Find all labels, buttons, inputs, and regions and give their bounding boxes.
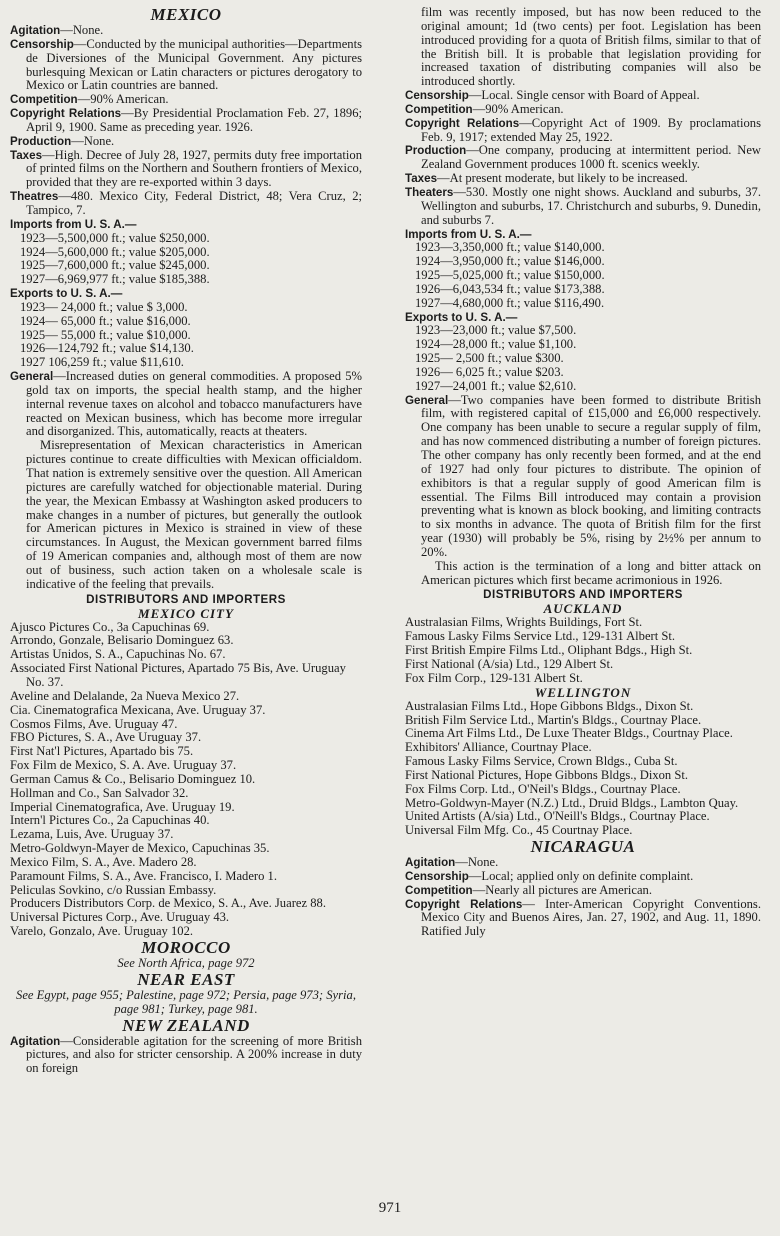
entry-text: —Increased duties on general commodities. A proposed 5% gold tax on imports, the special health stamp, and the higher internal revenue taxes on alcohol and tobacco manufacturers have reacted on Mexican business, which has become more irregular and disorganized. This, automatically, reacts at theaters. bbox=[26, 369, 362, 439]
entry-label: General bbox=[10, 370, 54, 384]
mexico-taxes bbox=[10, 149, 362, 191]
stat-line: 1925— 55,000 ft.; value $10,000. bbox=[20, 327, 191, 342]
entry-text: —Considerable agitation for the screening of more British pictures, and also for stricter censorship. A 200% increase in duty on foreign bbox=[26, 1033, 362, 1076]
distributor-item: Exhibitors' Alliance, Courtnay Place. bbox=[405, 740, 592, 755]
nicaragua-copyright bbox=[405, 898, 761, 940]
stat-line: 1927 106,259 ft.; value $11,610. bbox=[20, 355, 184, 370]
nicaragua-censorship bbox=[405, 870, 761, 884]
entry-label: Exports to U. S. A.— bbox=[405, 310, 518, 324]
nz-censorship bbox=[405, 89, 761, 103]
entry-label: Imports from U. S. A.— bbox=[405, 227, 532, 241]
nz-exports-heading bbox=[405, 311, 761, 325]
stat-line: 1924— 65,000 ft.; value $16,000. bbox=[20, 313, 191, 328]
left-column bbox=[10, 6, 362, 1076]
nz-general-paragraph: This action is the termination of a long and bitter attack on American pictures which first became acrimonious in 1926. bbox=[421, 558, 761, 587]
entry-text: —High. Decree of July 28, 1927, permits duty free importation of printed films on the Northern and Southern frontiers of Mexico, provided that they are re-exported within 3 days. bbox=[26, 147, 362, 190]
nz-agitation-continued: film was recently imposed, but has now been reduced to the original amount; 1d (two cents) per foot. Legislation has been introduced providing for a quota of British films, similar to that of the British bill. It is probable that legislation providing for increased taxation of distributing companies will also be introduced shortly. bbox=[421, 5, 761, 89]
distributor-item: Fox Films Corp. Ltd., O'Neil's Bldgs., Courtnay Place. bbox=[405, 781, 681, 796]
nz-imports-heading bbox=[405, 228, 761, 242]
distributors-heading: DISTRIBUTORS AND IMPORTERS bbox=[86, 592, 286, 606]
distributor-item: Paramount Films, S. A., Ave. Francisco, I. Madero 1. bbox=[10, 868, 278, 883]
country-heading-morocco: MOROCCO bbox=[141, 938, 231, 957]
distributor-item: Mexico Film, S. A., Ave. Madero 28. bbox=[10, 854, 197, 869]
distributor-item: Lezama, Luis, Ave. Uruguay 37. bbox=[10, 827, 174, 842]
distributor-item: First British Empire Films Ltd., Oliphant Bdgs., High St. bbox=[405, 643, 693, 658]
stat-line: 1927—24,001 ft.; value $2,610. bbox=[415, 378, 577, 393]
country-heading-mexico: MEXICO bbox=[150, 5, 222, 24]
stat-line: 1924—5,600,000 ft.; value $205,000. bbox=[20, 244, 210, 259]
entry-label: Copyright Relations bbox=[10, 107, 122, 121]
country-heading-near-east: NEAR EAST bbox=[137, 969, 235, 989]
stat-line: 1926— 6,025 ft.; value $203. bbox=[415, 364, 564, 379]
distributor-item: Metro-Goldwyn-Mayer (N.Z.) Ltd., Druid Bldgs., Lambton Quay. bbox=[405, 795, 739, 810]
entry-label: Agitation bbox=[405, 856, 456, 870]
distributor-item: Cia. Cinematografica Mexicana, Ave. Uruguay 37. bbox=[10, 702, 266, 717]
distributor-item: Fox Film de Mexico, S. A. Ave. Uruguay 37. bbox=[10, 758, 237, 773]
mexico-agitation bbox=[10, 24, 362, 38]
entry-label: Theaters bbox=[405, 185, 454, 199]
entry-text: —None. bbox=[60, 23, 104, 37]
distributor-item: Producers Distributors Corp. de Mexico, S. A., Ave. Juarez 88. bbox=[10, 896, 326, 911]
entry-text: — Inter-American Copyright Conventions. Mexico City and Buenos Aires, Jan. 27, 1902, and Aug. 11, 1890. Ratified July bbox=[421, 896, 761, 939]
entry-label: Censorship bbox=[405, 869, 469, 883]
distributor-item: Varelo, Gonzalo, Ave. Uruguay 102. bbox=[10, 924, 194, 939]
mexico-theatres bbox=[10, 190, 362, 218]
entry-label: Competition bbox=[405, 102, 473, 116]
stat-line: 1923—23,000 ft.; value $7,500. bbox=[415, 323, 577, 338]
entry-label: Production bbox=[405, 144, 467, 158]
distributor-item: Peliculas Sovkino, c/o Russian Embassy. bbox=[10, 882, 217, 897]
distributor-item: Ajusco Pictures Co., 3a Capuchinas 69. bbox=[10, 619, 210, 634]
distributor-item: Associated First National Pictures, Apartado 75 Bis, Ave. Uruguay No. 37. bbox=[10, 661, 346, 689]
entry-label: Taxes bbox=[405, 172, 438, 186]
entry-label: Imports from U. S. A.— bbox=[10, 217, 137, 231]
nz-general bbox=[405, 394, 761, 560]
distributor-item: First National (A/sia) Ltd., 129 Albert St. bbox=[405, 656, 614, 671]
nz-theaters bbox=[405, 186, 761, 228]
entry-text: —By Presidential Proclamation Feb. 27, 1896; April 9, 1900. Same as preceding year. 1926. bbox=[26, 106, 362, 134]
mexico-competition bbox=[10, 93, 362, 107]
cross-reference: See Egypt, page 955; Palestine, page 972; Persia, page 973; Syria, page 981; Turkey, page 981. bbox=[16, 987, 356, 1016]
entry-text: —480. Mexico City, Federal District, 48; Vera Cruz, 2; Tampico, 7. bbox=[26, 189, 362, 217]
city-heading-wellington: WELLINGTON bbox=[534, 684, 632, 700]
entry-text: —Local; applied only on definite complaint. bbox=[468, 868, 694, 883]
distributor-item: Cosmos Films, Ave. Uruguay 47. bbox=[10, 716, 178, 731]
country-heading-nicaragua: NICARAGUA bbox=[530, 837, 636, 857]
stat-line: 1923— 24,000 ft.; value $ 3,000. bbox=[20, 299, 188, 314]
nz-copyright bbox=[405, 117, 761, 145]
entry-text: —At present moderate, but likely to be increased. bbox=[437, 171, 688, 186]
distributor-item: Hollman and Co., San Salvador 32. bbox=[10, 785, 189, 800]
cross-reference: See North Africa, page 972 bbox=[117, 956, 255, 970]
entry-text: —Two companies have been formed to distribute British film, with registered capital of £15,000 and £6,000 respectively. One company has been unable to secure a regular supply of film, and has now commenced distributing a number of foreign pictures. The other company has only recently been formed, and at the end of 1927 had only four pictures to distribute. The opinion of exhibitors is that a regular supply of good American film is essential. The Films Bill introduced may contain a provision preventing what is known as block booking, and limiting contracts to six months in advance. The quota of British film for the first year (1930) will probably be 5%, rising by 2½% per annum to 20%. bbox=[421, 392, 761, 559]
distributor-item: First Nat'l Pictures, Apartado bis 75. bbox=[10, 744, 194, 759]
stat-line: 1927—6,969,977 ft.; value $185,388. bbox=[20, 272, 210, 287]
entry-label: Censorship bbox=[405, 89, 469, 103]
distributor-item: Intern'l Pictures Co., 2a Capuchinas 40. bbox=[10, 813, 210, 828]
distributor-item: Famous Lasky Films Service Ltd., 129-131 Albert St. bbox=[405, 629, 676, 644]
entry-text: —Copyright Act of 1909. By proclamations Feb. 9, 1917; extended May 25, 1922. bbox=[421, 115, 761, 144]
distributor-item: Arrondo, Gonzale, Belisario Dominguez 63. bbox=[10, 633, 234, 648]
stat-line: 1923—5,500,000 ft.; value $250,000. bbox=[20, 230, 210, 245]
distributor-item: Famous Lasky Films Service, Crown Bldgs., Cuba St. bbox=[405, 754, 678, 769]
distributor-item: Aveline and Delalande, 2a Nueva Mexico 27. bbox=[10, 688, 240, 703]
stat-line: 1925—7,600,000 ft.; value $245,000. bbox=[20, 258, 210, 273]
nicaragua-competition bbox=[405, 884, 761, 898]
distributor-item: First National Pictures, Hope Gibbons Bldgs., Dixon St. bbox=[405, 767, 689, 782]
nz-taxes bbox=[405, 172, 761, 186]
nz-production bbox=[405, 144, 761, 172]
mexico-copyright bbox=[10, 107, 362, 135]
stat-line: 1926—124,792 ft.; value $14,130. bbox=[20, 341, 194, 356]
entry-text: —90% American. bbox=[472, 101, 564, 116]
entry-label: Censorship bbox=[10, 37, 74, 51]
entry-label: Production bbox=[10, 134, 72, 148]
page-number: 971 bbox=[378, 1200, 402, 1216]
mexico-production bbox=[10, 135, 362, 149]
entry-label: Copyright Relations bbox=[405, 116, 520, 130]
stat-line: 1926—6,043,534 ft.; value $173,388. bbox=[415, 281, 605, 296]
distributor-item: Australasian Films, Wrights Buildings, Fort St. bbox=[405, 615, 643, 630]
stat-line: 1927—4,680,000 ft.; value $116,490. bbox=[415, 295, 605, 310]
distributor-item: German Camus & Co., Belisario Dominguez 10. bbox=[10, 771, 256, 786]
mexico-general bbox=[10, 370, 362, 439]
entry-text: —One company, producing at intermittent period. New Zealand Government produces 1000 ft. scenics weekly. bbox=[421, 143, 761, 172]
entry-label: Exports to U. S. A.— bbox=[10, 287, 123, 301]
entry-label: Taxes bbox=[10, 148, 43, 162]
mexico-general-paragraph: Misrepresentation of Mexican characteristics in American pictures continue to create difficulties with Mexican officialdom. That nation is extremely sensitive over the question. All American pictures are carefully watched for objectionable material. During the year, the Mexican Embassy at Washington asked producers to make changes in a number of pictures, but generally the outlook for American pictures in Mexico is strained in view of these circumstances. In August, the Mexican government barred films of 19 American companies and, although most of them are now out of business, such action taken on a wholesale scale is indicative of the feeling that prevails. bbox=[26, 438, 362, 591]
distributor-item: Universal Pictures Corp., Ave. Uruguay 43. bbox=[10, 910, 230, 925]
right-column bbox=[405, 6, 761, 939]
entry-text: —None. bbox=[71, 133, 115, 148]
entry-text: —Nearly all pictures are American. bbox=[472, 882, 653, 897]
distributor-item: United Artists (A/sia) Ltd., O'Neill's Bldgs., Courtnay Place. bbox=[405, 809, 710, 824]
stat-line: 1924—3,950,000 ft.; value $146,000. bbox=[415, 254, 605, 269]
entry-text: —90% American. bbox=[77, 92, 169, 107]
entry-label: Theatres bbox=[10, 190, 59, 204]
distributor-item: Artistas Unidos, S. A., Capuchinas No. 67. bbox=[10, 647, 226, 662]
nz-agitation bbox=[10, 1035, 362, 1077]
entry-text: —Local. Single censor with Board of Appeal. bbox=[468, 88, 700, 103]
distributor-item: Universal Film Mfg. Co., 45 Courtnay Place. bbox=[405, 823, 633, 838]
stat-line: 1925— 2,500 ft.; value $300. bbox=[415, 351, 564, 366]
distributor-item: Australasian Films Ltd., Hope Gibbons Bldgs., Dixon St. bbox=[405, 698, 694, 713]
distributor-item: Cinema Art Films Ltd., De Luxe Theater Bldgs., Courtnay Place. bbox=[405, 726, 733, 741]
distributor-item: Metro-Goldwyn-Mayer de Mexico, Capuchinas 35. bbox=[10, 841, 270, 856]
entry-text: —None. bbox=[455, 855, 499, 870]
distributor-item: British Film Service Ltd., Martin's Bldgs., Courtnay Place. bbox=[405, 712, 702, 727]
distributor-item: Imperial Cinematografica, Ave. Uruguay 19. bbox=[10, 799, 235, 814]
mexico-exports-heading bbox=[10, 287, 362, 301]
mexico-censorship bbox=[10, 38, 362, 93]
entry-label: Agitation bbox=[10, 24, 61, 37]
entry-label: Agitation bbox=[10, 1034, 61, 1048]
mexico-imports-heading bbox=[10, 218, 362, 232]
country-heading-new-zealand: NEW ZEALAND bbox=[122, 1015, 250, 1035]
distributor-item: FBO Pictures, S. A., Ave Uruguay 37. bbox=[10, 730, 202, 745]
nicaragua-agitation bbox=[405, 856, 761, 870]
entry-label: Copyright Relations bbox=[405, 897, 523, 911]
entry-label: Competition bbox=[10, 93, 78, 107]
stat-line: 1925—5,025,000 ft.; value $150,000. bbox=[415, 268, 605, 283]
stat-line: 1923—3,350,000 ft.; value $140,000. bbox=[415, 240, 605, 255]
distributors-heading: DISTRIBUTORS AND IMPORTERS bbox=[483, 588, 683, 602]
entry-label: Competition bbox=[405, 883, 473, 897]
nz-competition bbox=[405, 103, 761, 117]
entry-label: General bbox=[405, 393, 449, 407]
stat-line: 1924—28,000 ft.; value $1,100. bbox=[415, 337, 577, 352]
entry-text: —530. Mostly one night shows. Auckland and suburbs, 37. Wellington and suburbs, 17. Christchurch and suburbs, 9. Dunedin, and suburbs 7. bbox=[421, 184, 761, 227]
city-heading-auckland: AUCKLAND bbox=[543, 601, 623, 617]
distributor-item: Fox Film Corp., 129-131 Albert St. bbox=[405, 670, 583, 685]
entry-text: —Conducted by the municipal authorities—Departments de Diversiones of the Municipal Government. Any pictures burlesquing Mexican or Latin characters or pictures derogatory to Mexico or Latin countries are banned. bbox=[26, 36, 362, 93]
city-heading-mexico-city: MEXICO CITY bbox=[138, 605, 234, 621]
